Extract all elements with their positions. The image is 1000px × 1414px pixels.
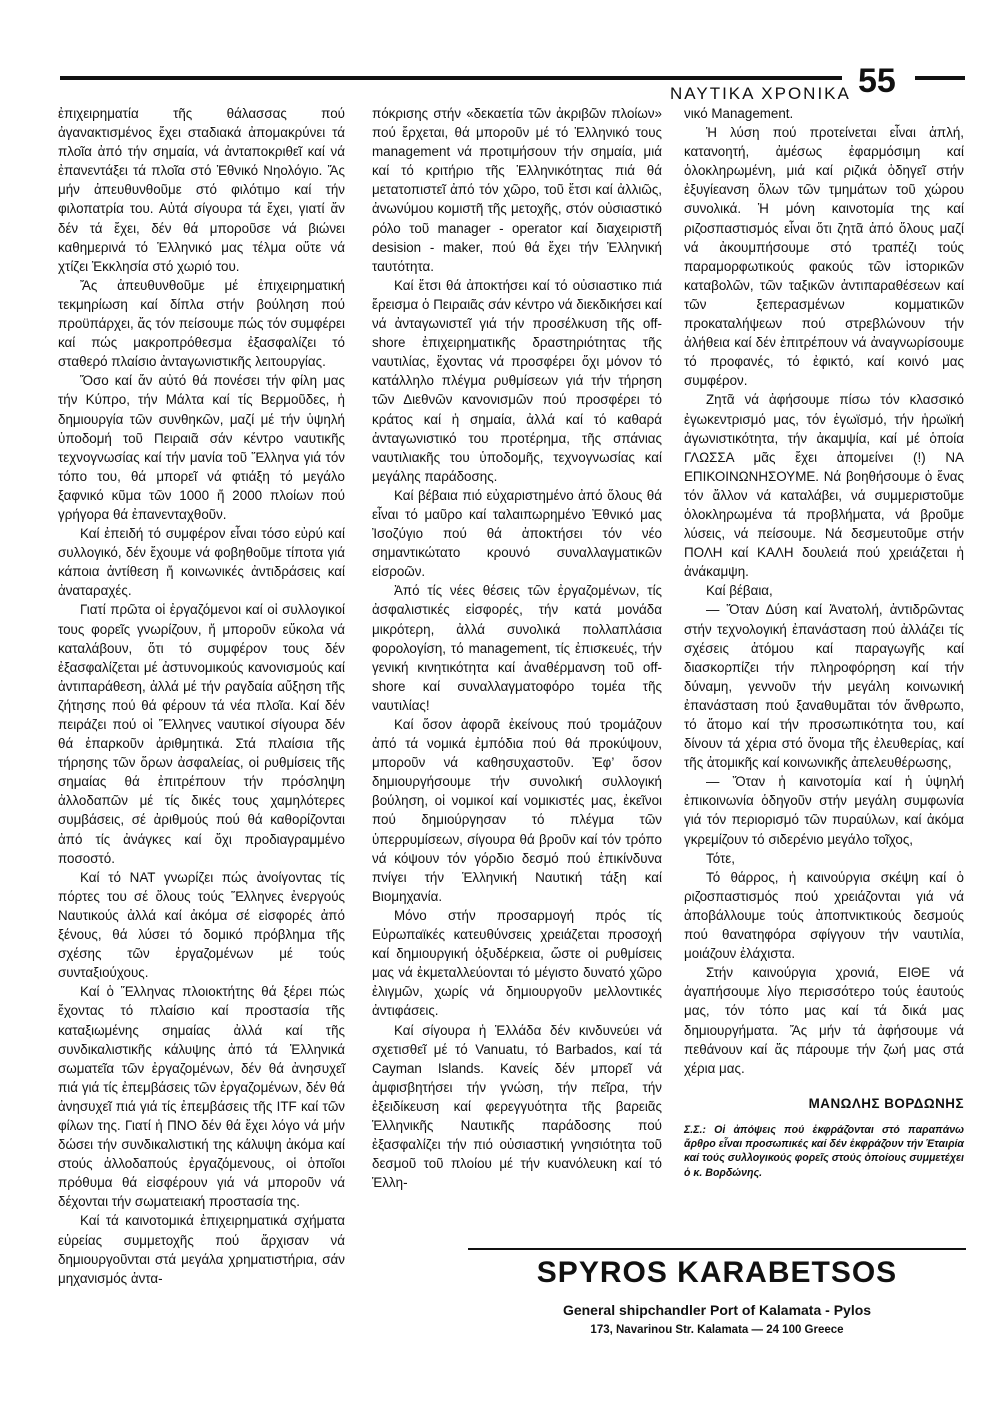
article-paragraph: Καί ὅσον ἀφορᾶ ἐκείνους πού τρομάζουν ἀπό τά νομικά ἐμπόδια πού θά προκύψουν, μποροῦν νά καθησυχαστοῦν. Ἐφ’ ὅσον δημιουργήσουμε τήν συνολική συλλογική βούληση, οἱ νομικοί καί νομικιστές μας, ἐκεῖνοι πού δημιούργησαν τό πλέγμα τῶν ὑπερρυμίσεων, σίγουρα θά βροῦν καί τόν τρόπο νά κόψουν τόν γόρδιο δεσμό πού ἐπικίνδυνα πνίγει τήν Ἑλληνική Ναυτική τάξη καί Βιομηχανία.: [372, 717, 662, 904]
article-paragraph: ἐπιχειρηματία τῆς θάλασσας πού ἀγανακτισμένος ἔχει σταδιακά ἀπομακρύνει τά πλοῖα ἀπό τήν σημαία, νά ἀνταποκριθεῖ καί νά ἐπανεντάξει τά πλοῖα στό Ἐθνικό Νηολόγιο. Ἄς μήν ἀπευθυνθοῦμε στό φιλότιμο καί τήν φιλοπατρία του. Αὐτά σίγουρα τά ἔχει, γιατί ἄν δέν τά ἔχει, δέν θά μποροῦσε νά βιώνει καθημερινά τό Ἑλληνικό μας τέλμα οὔτε νά χτίζει Ἐκκλησία στό χωριό του.: [58, 106, 345, 274]
ad-title: SPYROS KARABETSOS: [536, 1256, 898, 1289]
article-paragraph: Τότε,: [706, 850, 735, 866]
article-paragraph: — Ὅταν ἡ καινοτομία καί ἡ ὑψηλή ἐπικοινωνία ὁδηγοῦν στήν μεγάλη συμφωνία γιά τόν περιορισμό τῶν πυραύλων, καί ἀκόμα γκρεμίζουν τό σιδερένιο μεγάλο τοῖχος,: [684, 774, 964, 847]
article-paragraph: Στήν καινούργια χρονιά, ΕΙΘΕ νά ἀγαπήσουμε λίγο περισσότερο τούς ἑαυτούς μας, τόν τόπο μας καί τά δικά μας δημιουργήματα. Ἄς μήν τά ἀφήσουμε νά πεθάνουν καί ἄς πάρουμε τήν ζωή μας στά χέρια μας.: [684, 965, 964, 1076]
article-paragraph: Καί ἔτσι θά ἀποκτήσει καί τό οὐσιαστικο πιά ἔρεισμα ὁ Πειραιᾶς σάν κέντρο νά διεκδικήσει καί νά ἀνταγωνιστεῖ γιά τήν προσέλκυση τῆς off-shore ἐπιχειρηματικῆς δραστηριότητας τῆς ναυτιλίας, ἔχοντας νά προσφέρει ὄχι μόνον τό κατάλληλο πλέγμα ρυθμίσεων γιά τήν τήρηση τῶν Διεθνῶν κανονισμῶν πού προσφέρει τό κράτος καί ἡ σημαία, ἀλλά καί τό καθαρά ἀνταγωνιστικό του προτέρημα, τῆς σπάνιας ναυτιλιακῆς του ὑποδομῆς, τεχνογνωσίας καί μεγάλης παράδοσης.: [372, 277, 662, 484]
article-paragraph: Ἄς ἀπευθυνθοῦμε μέ ἐπιχειρηματική τεκμηρίωση καί δίπλα στήν βούληση πού προϋπάρχει, ἄς τόν πείσουμε πώς τόν συμφέρει καί πώς μακροπρόθεσμα ἐξασφαλίζει τό σταθερό πλαίσιο ἀνταγωνιστικῆς λειτουργίας.: [58, 277, 345, 370]
article-paragraph: Ζητᾶ νά ἀφήσουμε πίσω τόν κλασσικό ἐγωκεντρισμό μας, τόν ἐγωϊσμό, τήν ἡρωϊκή ἀγωνιστικότητα, τήν ἀκαμψία, καί μέ ὁποία ΓΛΩΣΣΑ μᾶς ἔχει ἀπομείνει (!) ΝΑ ΕΠΙΚΟΙΝΩΝΗΣΟΥΜΕ. Νά βοηθήσουμε ὁ ἕνας τόν ἄλλον νά καταλάβει, νά συμμεριστοῦμε ὁλοκληρωμένα τά προβλήματα, νά βροῦμε λύσεις, νά πείσουμε. Νά δεσμευτοῦμε στήν ΠΟΛΗ καί ΚΑΛΗ δουλειά πού χρειάζεται ἡ ἀνάκαμψη.: [684, 392, 964, 580]
article-paragraph: Γιατί πρῶτα οἱ ἐργαζόμενοι καί οἱ συλλογικοί τους φορεῖς γνωρίζουν, ἤ μποροῦν εὔκολα νά καταλάβουν, ὅτι τό συμφέρον τους δέν ἐξασφαλίζεται μέ ἀστυνομικούς κανονισμούς καί ἀντιπαράθεση, ἀλλά μέ τήν ραγδαία αὔξηση τῆς ζήτησης πού θά φέρουν τά νέα πλοῖα. Καί δέν πειράζει πού οἱ Ἕλληνες ναυτικοί σίγουρα δέν θά ἐπαρκοῦν ἀριθμητικά. Στά πλαίσια τῆς τήρησης τῶν ὅρων ἀσφαλείας, οἱ ρυθμίσεις τῆς σημαίας θά ἐπιτρέπουν τήν πρόσληψη ἀλλοδαπῶν μέ τίς δικές τους χαμηλότερες συμβάσεις, σέ ἀριθμούς πού θά καθορίζονται ἀπό τίς ἀνάγκες καί ὄχι προδιαγραμμένο ποσοστό.: [58, 602, 345, 866]
article-paragraph: Καί τά καινοτομικά ἐπιχειρηματικά σχήματα εὐρείας συμμετοχῆς πού ἄρχισαν νά δημιουργοῦνται στά μεγάλα χρηματιστήρια, σάν μηχανισμός ἀντα-: [58, 1213, 345, 1286]
article-paragraph: Καί ὁ Ἕλληνας πλοιοκτήτης θά ξέρει πώς ἔχοντας τό πλαίσιο καί προστασία τῆς καταξιωμένης σημαίας ἀλλά καί τῆς συνδικαλιστικῆς κάλυψης ἀπό τά Ἑλληνικά σωματεῖα τῶν ἐργαζομένων, δέν θά ἀνησυχεῖ πιά γιά τίς ἐπεμβάσεις τῶν ἐργαζομένων, δέν θά ἀνησυχεῖ πιά γιά τίς ἐπεμβάσεις τῆς ITF καί τῶν φίλων της. Γιατί ἡ ΠΝΟ δέν θά ἔχει λόγο νά μήν δώσει τήν συνδικαλιστική της κάλυψη ἀκόμα καί στούς ἀλλοδαπούς ἐργαζόμενους, οἱ ὁποῖοι πρόθυμα θά εἰσφέρουν γιά νά μποροῦν νά δέχονται τήν σωματειακή προστασία της.: [58, 984, 345, 1210]
article-column-1: [58, 104, 345, 1288]
author-signature: ΜΑΝΩΛΗΣ ΒΟΡΔΩΝΗΣ: [808, 1095, 964, 1111]
ad-subtitle: General shipchandler Port of Kalamata - Pylos: [562, 1302, 872, 1318]
article-column-2: [372, 104, 662, 1192]
page-number: 55: [858, 62, 896, 100]
article-paragraph: Τό θάρρος, ἡ καινούργια σκέψη καί ὁ ριζοσπαστισμός πού χρειάζονται γιά νά ἀποβάλλουμε τούς ἀποπνικτικούς δεσμούς πού θανατηφόρα σφίγγουν τήν ναυτιλία, μοιάζουν ἐλάχιστα.: [684, 869, 964, 962]
article-paragraph: — Ὅταν Δύση καί Ἀνατολή, ἀντιδρῶντας στήν τεχνολογική ἐπανάσταση πού ἀλλάζει τίς σχέσεις ἀτόμου καί παραγωγῆς καί διασκορπίζει τήν πληροφόρηση καί τήν δύναμη, γεννοῦν τήν μεγάλη κοινωνική ἐπανάσταση πού ξαναθυμᾶται τόν ἄνθρωπο, τό ἄτομο καί τήν προσωπικότητα του, καί δίνουν τά χέρια στό ὄνομα τῆς ἐλευθερίας, καί τῆς ἀτομικῆς καί κοινωνικῆς ἀπελευθέρωσης,: [684, 602, 964, 771]
article-paragraph: Καί ἐπειδή τό συμφέρον εἶναι τόσο εὐρύ καί συλλογικό, δέν ἔχουμε νά φοβηθοῦμε τίποτα γιά κάποια ἀντίθεση ἤ κοινωνικές ἀντιδράσεις καί ἀναταραχές.: [58, 526, 345, 599]
ad-address: 173, Navarinou Str. Kalamata — 24 100 Greece: [590, 1324, 844, 1336]
article-paragraph: Καί βέβαια,: [706, 583, 773, 599]
article-paragraph: Ἀπό τίς νέες θέσεις τῶν ἐργαζομένων, τίς ἀσφαλιστικές εἰσφορές, τήν κατά μονάδα μικρότερη, ἀλλά συνολικά πολλαπλάσια φορολογίση, τό management, τίς ἐπισκευές, τήν γενική κινητικότητα καί ἀναθέρμανση τοῦ off-shore καί συναλλαγματοφόρο τομέα τῆς ναυτιλίας!: [372, 583, 662, 713]
article-paragraph: πόκρισης στήν «δεκαετία τῶν ἀκριβῶν πλοίων» πού ἔρχεται, θά μποροῦν μέ τό Ἑλληνικό τους management νά προτιμήσουν τήν σημαία, μιά καί τό κριτήριο τῆς Ἑλληνικότητας πιά θά μετατοπιστεῖ ἀπό τόν χῶρο, τοῦ ἔτσι καί ἀλλιῶς, ἀνωνύμου κομιστῆ τῆς μετοχῆς, στόν οὐσιαστικό ρόλο τοῦ manager - operator καί διαχειριστῆ desision - maker, πού θά ἔχει τήν Ἑλληνική ταυτότητα.: [372, 106, 662, 274]
header-rule-left: [60, 76, 842, 80]
article-paragraph: Ἡ λύση πού προτείνεται εἶναι ἁπλή, κατανοητή, ἀμέσως ἐφαρμόσιμη καί ὁλοκληρωμένη, μιά καί ριζικά ὁδηγεῖ στήν ἐξυγίεανση ὅλων τῶν τμημάτων τοῦ χώρου συνολικά. Ἡ μόνη καινοτομία της καί ριζοσπαστισμός εἶναι ὅτι ζητᾶ ἀπό ὅλους μαζί νά ἀκουμπήσουμε στό τραπέζι τούς παραμορφωτικούς φακούς τῶν ἱστορικῶν καταβολῶν, τῶν ταξικῶν ἀντιπαραθέσεων καί τῶν ξεπερασμένων κομματικῶν προκαταλήψεων πού στρεβλώνουν τήν ἀλήθεια καί δέν ἐπιτρέπουν νά ἀναγνωρίσουμε τό προφανές, τό ἐφικτό, καί κοινό μας συμφέρον.: [684, 125, 964, 389]
column-3-paragraphs: [684, 104, 964, 1078]
article-paragraph: νικό Management.: [684, 106, 794, 121]
advertisement: [468, 1252, 966, 1336]
header-rule-right: [915, 76, 965, 80]
article-paragraph: Καί βέβαια πιό εὐχαριστημένο ἀπό ὅλους θά εἶναι τό μαῦρο καί ταλαιπωρημένο Ἐθνικό μας Ἰσοζύγιο πού θά ἀποκτήσει τόν νέο σημαντικώτατο κρουνό συναλλαγματικῶν εἰσροῶν.: [372, 487, 662, 580]
ad-divider: [468, 1248, 966, 1250]
article-paragraph: Καί τό ΝΑΤ γνωρίζει πώς ἀνοίγοντας τίς πόρτες του σέ ὅλους τούς Ἕλληνες ἐνεργούς Ναυτικούς ἀλλά καί ἀκόμα σέ εἰσφορές ἀπό ξένους, θά λύσει τό δομικό πρόβλημα τῆς σχέσης τῶν ἐργαζομένων μέ τούς συνταξιούχους.: [58, 869, 345, 981]
editor-note: Σ.Σ.: Οἱ ἀπόψεις πού ἐκφράζονται στό παραπάνω ἄρθρο εἶναι προσωπικές καί δέν ἐκφράζουν τήν Ἑταιρία καί τούς συλλογικούς φορεῖς στούς ὁποίους συμμετέχει ὁ κ. Βορδώνης.: [684, 1123, 964, 1179]
article-paragraph: Ὅσο καί ἄν αὐτό θά πονέσει τήν φίλη μας τήν Κύπρο, τήν Μάλτα καί τίς Βερμοῦδες, ἡ δημιουργία τῶν συνθηκῶν, μαζί μέ τήν ὑψηλή ὑποδομή τοῦ Πειραιᾶ σάν κέντρο ναυτικῆς τεχνογνωσίας καί τήν μανία τοῦ Ἕλληνα γιά τόν τόπο του, θά μπορεῖ νά φτιάξη τό μεγάλο ξαφνικό κῦμα τῶν 1000 ἤ 2000 πλοίων πού γρήγορα θά ἐπανενταχθοῦν.: [58, 373, 345, 522]
article-paragraph: Μόνο στήν προσαρμογή πρός τίς Εὐρωπαϊκές κατευθύνσεις χρειάζεται προσοχή καί δημιουργική ὀξυδέρκεια, ὥστε οἱ ρυθμίσεις μας νά ἐκμεταλλεύονται τό μέγιστο δυνατό χῶρο ἐλιγμῶν, χωρίς νά δημιουργοῦν μελλοντικές ἀντιφάσεις.: [372, 907, 662, 1019]
article-paragraph: Καί σίγουρα ἡ Ἑλλάδα δέν κινδυνεύει νά σχετισθεῖ μέ τό Vanuatu, τό Barbados, καί τά Cayman Islands. Κανείς δέν μπορεῖ νά ἀμφισβητήσει τήν γνώση, τήν πεῖρα, τήν ἐξειδίκευση καί φερεγγυότητα τῆς βαρειᾶς Ἑλληνικῆς Ναυτικῆς παράδοσης πού ἐξασφαλίζει τήν πιό οὐσιαστική γνησιότητα τοῦ δεσμοῦ τοῦ πλοίου μέ τήν κυανόλευκη καί τό Ἑλλη-: [372, 1022, 662, 1191]
article-column-3: [684, 104, 964, 1180]
magazine-title: ΝΑΥΤΙΚΑ ΧΡΟΝΙΚΑ: [670, 84, 851, 103]
